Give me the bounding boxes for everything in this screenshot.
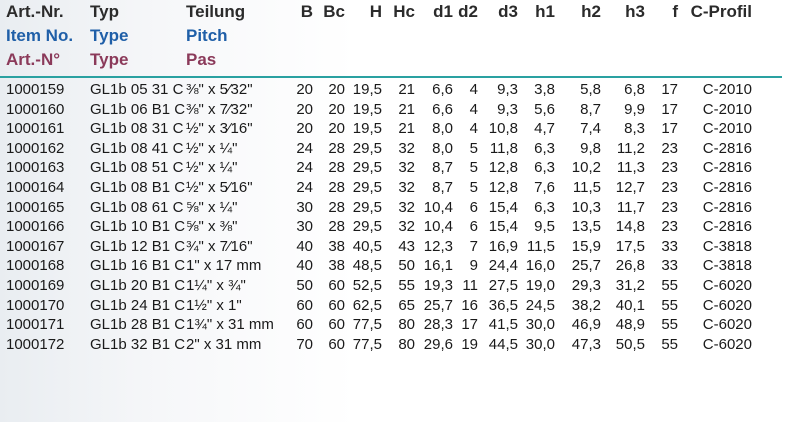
cell-f: 23 bbox=[661, 218, 678, 236]
cell-d2: 5 bbox=[469, 139, 478, 157]
cell-typ: GL1b 05 31 C bbox=[90, 77, 186, 100]
cell-h1: 6,3 bbox=[534, 139, 555, 157]
cell-art-nr: 1000162 bbox=[6, 139, 65, 157]
cell-d3: 10,8 bbox=[488, 120, 518, 138]
header-row-english bbox=[0, 24, 782, 48]
cell-h: 29,5 bbox=[352, 178, 382, 196]
cell-d2: 7 bbox=[469, 237, 478, 255]
cell-d3: 41,5 bbox=[488, 316, 518, 334]
cell-h: 48,5 bbox=[352, 257, 382, 275]
table-row bbox=[0, 198, 782, 218]
cell-d1: 6,6 bbox=[415, 77, 453, 100]
cell-bc: 20 bbox=[328, 100, 345, 118]
cell-d2: 11 bbox=[462, 276, 478, 294]
col-header-b: B bbox=[300, 2, 313, 21]
cell-d1: 8,7 bbox=[432, 159, 453, 177]
table-row bbox=[0, 178, 782, 198]
cell-h: 19,5 bbox=[345, 77, 382, 100]
cell-hc: 80 bbox=[398, 335, 415, 353]
cell-hc: 21 bbox=[398, 100, 415, 118]
cell-h3: 11,2 bbox=[616, 139, 645, 157]
cell-f: 17 bbox=[661, 100, 678, 118]
cell-d3: 9,3 bbox=[497, 100, 518, 118]
cell-d3: 44,5 bbox=[488, 335, 518, 353]
cell-d2: 6 bbox=[469, 198, 478, 216]
cell-pitch: ½" x ¼" bbox=[186, 159, 238, 177]
cell-typ: GL1b 12 B1 C bbox=[90, 237, 186, 255]
cell-d2: 16 bbox=[461, 296, 478, 314]
cell-bc: 38 bbox=[328, 237, 345, 255]
cell-h2: 5,8 bbox=[555, 77, 601, 100]
cell-art-nr: 1000160 bbox=[6, 100, 65, 118]
cell-h2: 11,5 bbox=[572, 178, 601, 196]
cell-h1: 9,5 bbox=[534, 218, 555, 236]
table-row bbox=[0, 276, 782, 296]
cell-art-nr: 1000167 bbox=[6, 237, 65, 255]
cell-b: 20 bbox=[296, 100, 313, 118]
cell-h3: 14,8 bbox=[615, 218, 645, 236]
col-header-art-nr: Art.-Nr. bbox=[6, 2, 64, 21]
cell-b: 24 bbox=[296, 159, 313, 177]
cell-pitch: ½" x ¼" bbox=[186, 139, 238, 157]
cell-hc: 50 bbox=[398, 257, 415, 275]
cell-bc: 60 bbox=[328, 276, 345, 294]
cell-c-profil: C-2010 bbox=[678, 77, 782, 100]
cell-h1: 3,8 bbox=[518, 77, 555, 100]
cell-h3: 8,3 bbox=[624, 120, 645, 138]
cell-c-profil: C-6020 bbox=[702, 296, 752, 314]
col-header-teilung: Teilung bbox=[186, 2, 246, 21]
col-header-h: H bbox=[369, 2, 382, 21]
cell-d3: 15,4 bbox=[488, 218, 518, 236]
cell-h: 19,5 bbox=[352, 100, 382, 118]
cell-h2: 13,5 bbox=[571, 218, 601, 236]
cell-f: 55 bbox=[661, 296, 678, 314]
col-header-bc: Bc bbox=[323, 2, 345, 21]
cell-h2: 25,7 bbox=[571, 257, 601, 275]
cell-pitch: ⅜" x 5⁄32" bbox=[186, 77, 286, 100]
cell-h: 52,5 bbox=[352, 276, 382, 294]
cell-h2: 47,3 bbox=[571, 335, 601, 353]
cell-h1: 5,6 bbox=[534, 100, 555, 118]
cell-h2: 10,2 bbox=[571, 159, 601, 177]
cell-hc: 32 bbox=[398, 159, 415, 177]
cell-f: 55 bbox=[661, 316, 678, 334]
cell-typ: GL1b 28 B1 C bbox=[90, 316, 186, 334]
cell-d1: 25,7 bbox=[423, 296, 453, 314]
cell-hc: 32 bbox=[398, 218, 415, 236]
cell-h1: 11,5 bbox=[526, 237, 555, 255]
col-header-typ: Typ bbox=[90, 2, 119, 21]
table-body bbox=[0, 77, 782, 354]
cell-d2: 4 bbox=[469, 120, 478, 138]
cell-h2: 10,3 bbox=[571, 198, 601, 216]
cell-bc: 20 bbox=[313, 77, 345, 100]
cell-d1: 6,6 bbox=[432, 100, 453, 118]
col-header-h3: h3 bbox=[625, 2, 645, 21]
cell-f: 55 bbox=[661, 335, 678, 353]
cell-f: 17 bbox=[661, 120, 678, 138]
cell-h: 77,5 bbox=[352, 316, 382, 334]
cell-hc: 32 bbox=[398, 198, 415, 216]
cell-d3: 9,3 bbox=[478, 77, 518, 100]
cell-art-nr: 1000165 bbox=[6, 198, 65, 216]
cell-art-nr: 1000170 bbox=[6, 296, 65, 314]
cell-d3: 36,5 bbox=[488, 296, 518, 314]
cell-art-nr: 1000172 bbox=[6, 335, 65, 353]
cell-d1: 8,7 bbox=[432, 178, 453, 196]
header-row-german bbox=[0, 0, 782, 24]
cell-b: 24 bbox=[296, 178, 313, 196]
header-row-french bbox=[0, 48, 782, 77]
cell-d1: 28,3 bbox=[423, 316, 453, 334]
cell-h2: 15,9 bbox=[571, 237, 601, 255]
cell-h3: 40,1 bbox=[615, 296, 645, 314]
cell-b: 60 bbox=[296, 296, 313, 314]
table-row bbox=[0, 119, 782, 139]
cell-bc: 38 bbox=[328, 257, 345, 275]
cell-bc: 28 bbox=[328, 198, 345, 216]
cell-h3: 31,2 bbox=[615, 276, 645, 294]
table-row bbox=[0, 158, 782, 178]
cell-d2: 4 bbox=[469, 100, 478, 118]
cell-h2: 38,2 bbox=[571, 296, 601, 314]
cell-pitch: ⅜" x 7⁄32" bbox=[186, 100, 253, 118]
cell-h3: 50,5 bbox=[615, 335, 645, 353]
cell-h: 40,5 bbox=[352, 237, 382, 255]
cell-d3: 16,9 bbox=[488, 237, 518, 255]
table-row bbox=[0, 100, 782, 120]
col-header-pas: Pas bbox=[186, 50, 217, 69]
cell-b: 50 bbox=[296, 276, 313, 294]
cell-h1: 4,7 bbox=[534, 120, 555, 138]
cell-b: 60 bbox=[296, 316, 313, 334]
cell-b: 20 bbox=[296, 120, 313, 138]
cell-pitch: ⅝" x ¼" bbox=[186, 198, 238, 216]
cell-d2: 6 bbox=[469, 218, 478, 236]
cell-d1: 10,4 bbox=[423, 218, 453, 236]
col-header-d3: d3 bbox=[498, 2, 518, 21]
cell-h: 29,5 bbox=[352, 218, 382, 236]
cell-f: 23 bbox=[661, 159, 678, 177]
cell-h3: 12,7 bbox=[615, 178, 645, 196]
cell-h1: 30,0 bbox=[525, 335, 555, 353]
cell-art-nr: 1000163 bbox=[6, 159, 65, 177]
cell-h3: 17,5 bbox=[615, 237, 645, 255]
cell-h3: 48,9 bbox=[615, 316, 645, 334]
cell-f: 23 bbox=[661, 139, 678, 157]
cell-h: 29,5 bbox=[352, 139, 382, 157]
cell-bc: 28 bbox=[328, 159, 345, 177]
cell-h3: 26,8 bbox=[615, 257, 645, 275]
col-header-h1: h1 bbox=[535, 2, 555, 21]
cell-typ: GL1b 08 31 C bbox=[90, 120, 184, 138]
cell-h: 77,5 bbox=[352, 335, 382, 353]
cell-d2: 17 bbox=[461, 316, 478, 334]
cell-art-nr: 1000171 bbox=[6, 316, 65, 334]
cell-b: 40 bbox=[296, 257, 313, 275]
cell-d1: 16,1 bbox=[423, 257, 453, 275]
table-row bbox=[0, 139, 782, 159]
cell-hc: 80 bbox=[398, 316, 415, 334]
cell-art-nr: 1000166 bbox=[6, 218, 65, 236]
cell-pitch: 1½" x 1" bbox=[186, 296, 242, 314]
cell-d3: 12,8 bbox=[488, 159, 518, 177]
cell-typ: GL1b 24 B1 C bbox=[90, 296, 186, 314]
cell-pitch: 1¾" x 31 mm bbox=[186, 316, 274, 334]
col-header-hc: Hc bbox=[393, 2, 415, 21]
cell-pitch: 1¼" x ¾" bbox=[186, 276, 246, 294]
cell-c-profil: C-6020 bbox=[702, 335, 752, 353]
cell-b: 24 bbox=[296, 139, 313, 157]
cell-art-nr: 1000164 bbox=[6, 178, 65, 196]
table-row bbox=[0, 77, 782, 100]
cell-art-nr: 1000159 bbox=[0, 77, 90, 100]
cell-d2: 4 bbox=[453, 77, 478, 100]
cell-b: 70 bbox=[296, 335, 313, 353]
cell-b: 30 bbox=[296, 198, 313, 216]
table-row bbox=[0, 237, 782, 257]
cell-c-profil: C-6020 bbox=[702, 316, 752, 334]
col-header-type-en: Type bbox=[90, 26, 129, 45]
cell-bc: 28 bbox=[328, 139, 345, 157]
cell-bc: 20 bbox=[328, 120, 345, 138]
cell-h2: 29,3 bbox=[571, 276, 601, 294]
cell-d1: 10,4 bbox=[423, 198, 453, 216]
cell-hc: 21 bbox=[398, 120, 415, 138]
table-row bbox=[0, 256, 782, 276]
cell-d3: 15,4 bbox=[488, 198, 518, 216]
cell-typ: GL1b 08 61 C bbox=[90, 198, 184, 216]
cell-h1: 7,6 bbox=[534, 178, 555, 196]
cell-c-profil: C-2816 bbox=[702, 159, 752, 177]
cell-pitch: ½" x 5⁄16" bbox=[186, 178, 253, 196]
cell-d2: 19 bbox=[461, 335, 478, 353]
cell-h2: 7,4 bbox=[580, 120, 601, 138]
cell-pitch: ½" x 3⁄16" bbox=[186, 120, 253, 138]
cell-h: 29,5 bbox=[352, 159, 382, 177]
cell-h: 62,5 bbox=[352, 296, 382, 314]
cell-h2: 9,8 bbox=[580, 139, 601, 157]
cell-d1: 19,3 bbox=[423, 276, 453, 294]
cell-h2: 46,9 bbox=[571, 316, 601, 334]
cell-c-profil: C-2816 bbox=[702, 218, 752, 236]
cell-art-nr: 1000168 bbox=[6, 257, 65, 275]
col-header-h2: h2 bbox=[581, 2, 601, 21]
cell-d3: 12,8 bbox=[488, 178, 518, 196]
cell-typ: GL1b 08 41 C bbox=[90, 139, 184, 157]
table-row bbox=[0, 315, 782, 335]
cell-d2: 5 bbox=[469, 178, 478, 196]
cell-typ: GL1b 10 B1 C bbox=[90, 218, 186, 236]
cell-h2: 8,7 bbox=[580, 100, 601, 118]
cell-hc: 21 bbox=[382, 77, 415, 100]
cell-b: 30 bbox=[296, 218, 313, 236]
cell-bc: 60 bbox=[328, 335, 345, 353]
cell-d3: 24,4 bbox=[488, 257, 518, 275]
cell-h1: 16,0 bbox=[525, 257, 555, 275]
cell-bc: 60 bbox=[328, 316, 345, 334]
cell-d1: 12,3 bbox=[423, 237, 453, 255]
cell-typ: GL1b 16 B1 C bbox=[90, 257, 186, 275]
cell-c-profil: C-2816 bbox=[702, 198, 752, 216]
cell-c-profil: C-2816 bbox=[702, 178, 752, 196]
cell-h: 19,5 bbox=[352, 120, 382, 138]
cell-hc: 32 bbox=[398, 139, 415, 157]
cell-art-nr: 1000169 bbox=[6, 276, 65, 294]
col-header-f: f bbox=[672, 2, 678, 21]
cell-h3: 9,9 bbox=[624, 100, 645, 118]
cell-d1: 8,0 bbox=[432, 120, 453, 138]
cell-h3: 11,3 bbox=[616, 159, 645, 177]
cell-f: 23 bbox=[661, 198, 678, 216]
col-header-c-profil: C-Profil bbox=[690, 2, 752, 21]
cell-pitch: ¾" x 7⁄16" bbox=[186, 237, 253, 255]
cell-f: 17 bbox=[645, 77, 678, 100]
cell-bc: 28 bbox=[328, 218, 345, 236]
col-header-d1: d1 bbox=[433, 2, 453, 21]
cell-d1: 29,6 bbox=[423, 335, 453, 353]
cell-f: 33 bbox=[661, 237, 678, 255]
cell-hc: 32 bbox=[398, 178, 415, 196]
cell-f: 33 bbox=[661, 257, 678, 275]
cell-f: 55 bbox=[661, 276, 678, 294]
cell-d2: 9 bbox=[469, 257, 478, 275]
cell-typ: GL1b 08 51 C bbox=[90, 159, 184, 177]
cell-h1: 19,0 bbox=[525, 276, 555, 294]
table-row bbox=[0, 335, 782, 355]
cell-h1: 6,3 bbox=[534, 198, 555, 216]
cell-c-profil: C-2010 bbox=[702, 100, 752, 118]
cell-typ: GL1b 06 B1 C bbox=[90, 100, 186, 118]
cell-hc: 43 bbox=[398, 237, 415, 255]
col-header-art-n-fr: Art.-N° bbox=[6, 50, 61, 69]
cell-pitch: 2" x 31 mm bbox=[186, 335, 262, 353]
cell-c-profil: C-3818 bbox=[702, 237, 752, 255]
cell-typ: GL1b 32 B1 C bbox=[90, 335, 186, 353]
cell-typ: GL1b 20 B1 C bbox=[90, 276, 186, 294]
cell-typ: GL1b 08 B1 C bbox=[90, 178, 186, 196]
cell-h1: 24,5 bbox=[525, 296, 555, 314]
cell-f: 23 bbox=[661, 178, 678, 196]
cell-hc: 65 bbox=[398, 296, 415, 314]
col-header-pitch: Pitch bbox=[186, 26, 228, 45]
cell-h1: 30,0 bbox=[525, 316, 555, 334]
cell-c-profil: C-2816 bbox=[702, 139, 752, 157]
cell-c-profil: C-3818 bbox=[702, 257, 752, 275]
cell-hc: 55 bbox=[398, 276, 415, 294]
cell-art-nr: 1000161 bbox=[6, 120, 65, 138]
cell-b: 20 bbox=[286, 77, 313, 100]
cell-c-profil: C-6020 bbox=[702, 276, 752, 294]
cell-h3: 11,7 bbox=[616, 198, 645, 216]
table-row bbox=[0, 296, 782, 316]
cell-d3: 11,8 bbox=[489, 139, 518, 157]
cell-bc: 60 bbox=[328, 296, 345, 314]
col-header-item-no: Item No. bbox=[6, 26, 74, 45]
cell-d2: 5 bbox=[469, 159, 478, 177]
cell-b: 40 bbox=[296, 237, 313, 255]
cell-d1: 8,0 bbox=[432, 139, 453, 157]
cell-bc: 28 bbox=[328, 178, 345, 196]
col-header-d2: d2 bbox=[458, 2, 478, 21]
cell-c-profil: C-2010 bbox=[702, 120, 752, 138]
cell-h1: 6,3 bbox=[534, 159, 555, 177]
cell-h3: 6,8 bbox=[601, 77, 645, 100]
col-header-type-fr: Type bbox=[90, 50, 129, 69]
cell-pitch: ⅝" x ⅜" bbox=[186, 218, 238, 236]
cell-d3: 27,5 bbox=[488, 276, 518, 294]
cell-h: 29,5 bbox=[352, 198, 382, 216]
cell-pitch: 1" x 17 mm bbox=[186, 257, 262, 275]
table-row bbox=[0, 217, 782, 237]
